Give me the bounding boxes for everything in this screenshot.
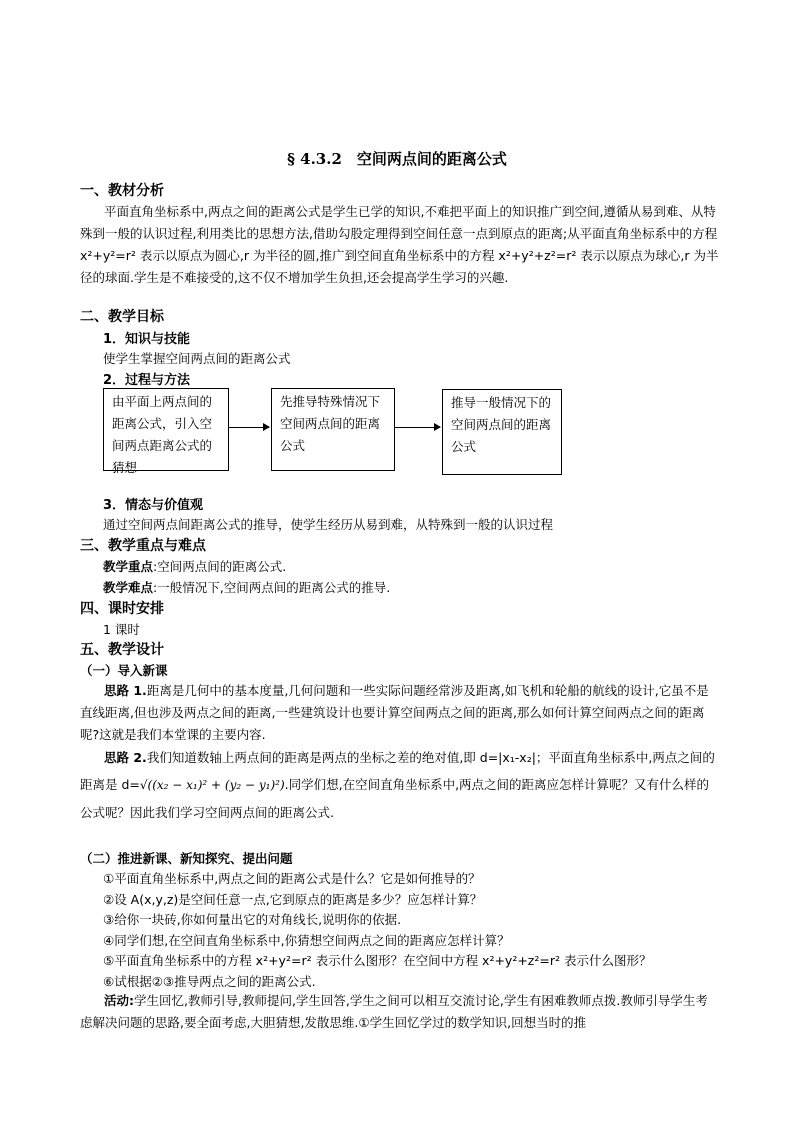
section-heading-keypoints: 三、教学重点与难点 xyxy=(80,538,206,554)
flow-box-3: 推导一般情况下的空间两点间的距离公式 xyxy=(442,389,562,475)
activity-text: 学生回忆,教师引导,教师提问,学生回答,学生之间可以相互交流讨论,学生有困难教师点拨.教师引导学生考虑解决问题的思路,要全面考虑,大胆猜想,发散思维.①学生回忆学过的数学知识,回想当时的推 xyxy=(80,993,708,1030)
key-point-label: 教学重点 xyxy=(103,559,154,574)
idea2-label: 思路 2. xyxy=(104,750,147,765)
difficulty-text: :一般情况下,空间两点间的距离公式的推导. xyxy=(153,580,391,595)
question-4: ④同学们想,在空间直角坐标系中,你猜想空间两点之间的距离应怎样计算？ xyxy=(103,933,510,948)
analysis-paragraph: 平面直角坐标系中,两点之间的距离公式是学生已学的知识,不难把平面上的知识推广到空间,遵循从易到难、从特殊到一般的认识过程,利用类比的思想方法,借助勾股定理得到空间任意一点到原点的距离;从平面直角坐标系中的方程 x²+y²=r² 表示以原点为圆心,r 为半径的圆,推广到空间直角坐标系中的方程 x²+y²+z²=r² 表示以原点为球心,r 为半径的球面.学生是不难接受的,这不仅不增加学生负担,还会提高学生学习的兴趣. xyxy=(80,204,719,285)
difficulty-label: 教学难点 xyxy=(103,580,154,595)
section-heading-schedule: 四、课时安排 xyxy=(80,601,164,617)
idea1-label: 思路 1. xyxy=(104,683,147,698)
question-2: ②设 A(x,y,z)是空间任意一点,它到原点的距离是多少？应怎样计算？ xyxy=(103,892,483,907)
activity-paragraph xyxy=(80,990,720,1034)
question-3: ③给你一块砖,你如何量出它的对角线长,说明你的依据. xyxy=(103,912,402,927)
key-point-line xyxy=(103,557,286,575)
section-heading-analysis: 一、教材分析 xyxy=(80,183,164,199)
idea2-text-b: .同学们想,在空间直角坐标系中,两点之间的距离应怎样计算呢？又有什么样的公式呢？因此我们学习空间两点间的距离公式. xyxy=(80,777,710,820)
part-heading-intro: （一）导入新课 xyxy=(80,663,168,678)
difficulty-line xyxy=(103,578,390,596)
subheading-values: 3．情态与价值观 xyxy=(103,498,204,513)
knowledge-text: 使学生掌握空间两点间的距离公式 xyxy=(103,351,291,366)
question-6: ⑥试根据②③推导两点之间的距离公式. xyxy=(103,974,316,989)
flow-box-2: 先推导特殊情况下空间两点间的距离公式 xyxy=(271,388,395,471)
activity-label: 活动: xyxy=(104,993,134,1008)
section-heading-design: 五、教学设计 xyxy=(80,642,164,658)
values-text: 通过空间两点间距离公式的推导，使学生经历从易到难，从特殊到一般的认识过程 xyxy=(103,517,554,532)
section-heading-goals: 二、教学目标 xyxy=(80,309,164,325)
key-point-text: :空间两点间的距离公式. xyxy=(153,559,287,574)
idea2-text-a: 我们知道数轴上两点间的距离是两点的坐标之差的绝对值,即 d=|x₁-x₂|；平面直角坐标系中,两点之间的距离是 d= xyxy=(80,750,715,792)
part-heading-new: （二）推进新课、新知探究、提出问题 xyxy=(80,851,293,866)
subheading-process: 2．过程与方法 xyxy=(103,373,191,388)
distance-formula: √((x₂ − x₁)² + (y₂ − y₁)²) xyxy=(139,778,285,792)
question-1: ①平面直角坐标系中,两点之间的距离公式是什么？它是如何推导的？ xyxy=(103,871,481,886)
idea1-text: 距离是几何中的基本度量,几何问题和一些实际问题经常涉及距离,如飞机和轮船的航线的设计,它虽不是直线距离,但也涉及两点之间的距离,一些建筑设计也要计算空间两点之间的距离,那么如何计算空间两点之间的距离呢?这就是我们本堂课的主要内容. xyxy=(80,683,709,742)
idea1-paragraph xyxy=(80,680,720,746)
flow-arrow-1 xyxy=(229,427,269,428)
page-title: § 4.3.2 空间两点间的距离公式 xyxy=(287,150,507,168)
schedule-text: 1 课时 xyxy=(103,622,140,637)
flow-arrow-2 xyxy=(395,427,440,428)
subheading-knowledge: 1．知识与技能 xyxy=(103,332,191,347)
question-5: ⑤平面直角坐标系中的方程 x²+y²=r² 表示什么图形？在空间中方程 x²+y²+z²=r² 表示什么图形？ xyxy=(103,953,652,968)
flow-box-1: 由平面上两点间的距离公式，引入空间两点距离公式的猜想 xyxy=(103,388,229,471)
idea2-paragraph xyxy=(80,744,720,826)
